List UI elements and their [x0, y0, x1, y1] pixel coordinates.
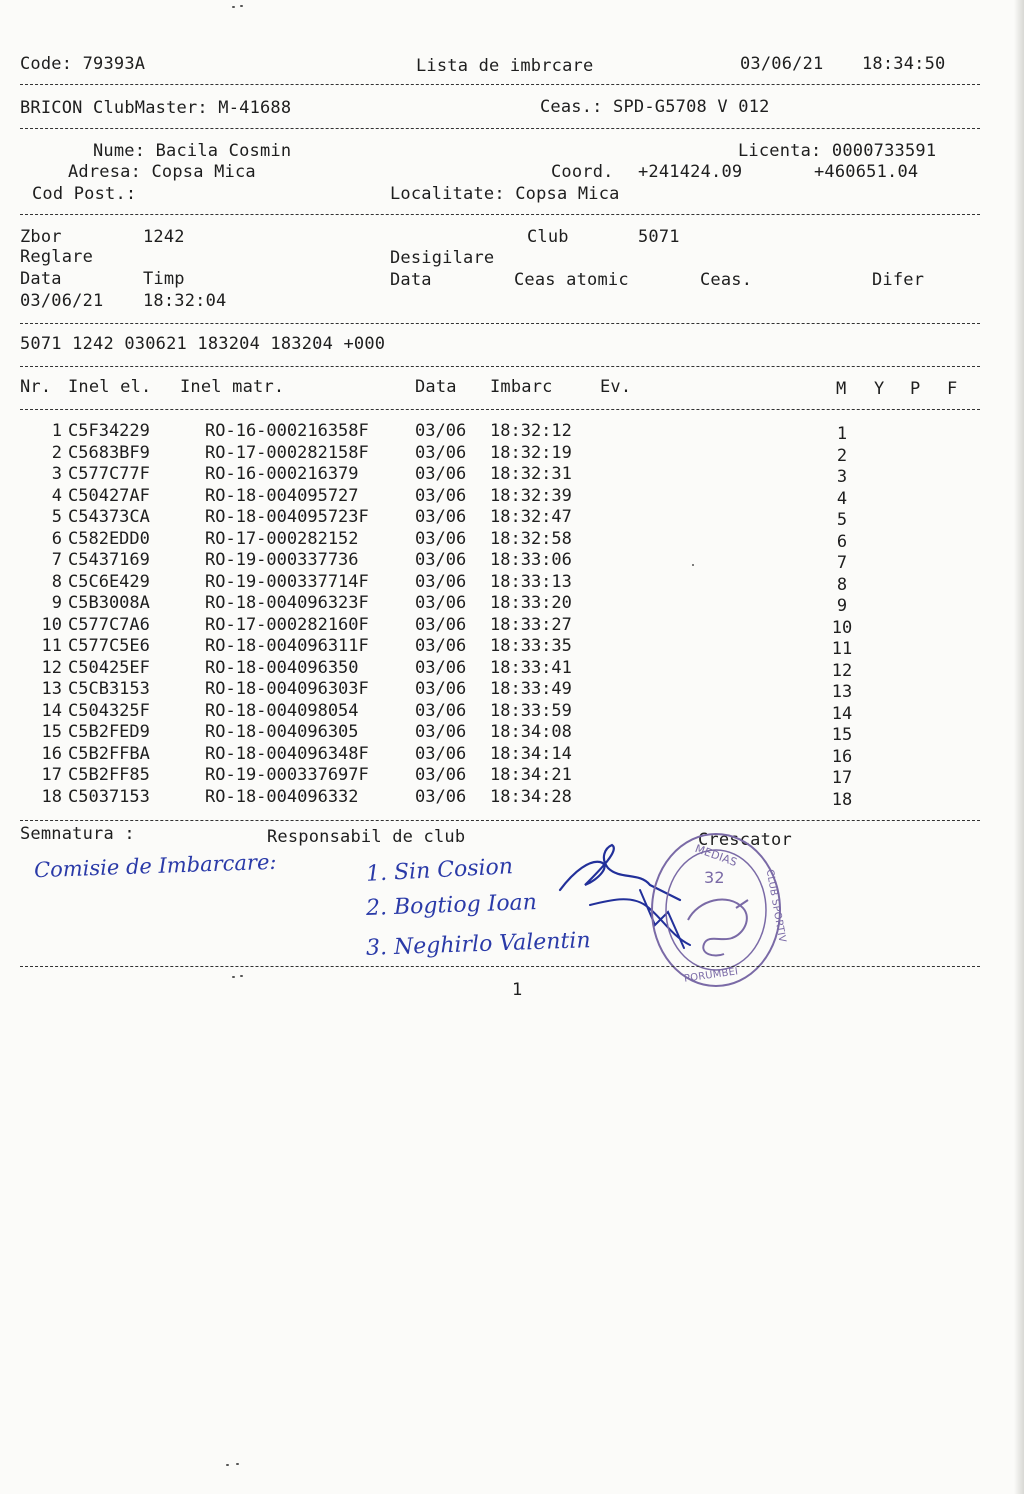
cell-ring-number: RO-17-000282160F — [205, 614, 369, 635]
cell-nr: 9 — [51, 593, 62, 613]
cell-boarding-time: 18:32:19 — [490, 442, 572, 463]
cell-nr: 13 — [41, 679, 62, 699]
cell-m: 15 — [831, 725, 853, 745]
cell-nr: 2 — [51, 442, 62, 463]
cell-electronic-ring: C577C77F — [68, 464, 150, 484]
club-responsible-label: Responsabil de club — [267, 827, 466, 847]
header-p: P — [910, 379, 921, 399]
cell-electronic-ring: C5C6E429 — [68, 571, 150, 592]
cell-date: 03/06 — [415, 743, 467, 764]
scan-speck — [692, 564, 694, 566]
cell-date: 03/06 — [415, 679, 467, 699]
cell-date: 03/06 — [415, 550, 467, 570]
cell-boarding-time: 18:33:35 — [490, 636, 572, 656]
owner-locality: Localitate: Copsa Mica — [390, 184, 620, 204]
header-y: Y — [874, 379, 885, 399]
setting-label: Reglare — [20, 247, 94, 267]
cell-date: 03/06 — [415, 507, 467, 527]
time-label: Timp — [143, 269, 185, 289]
cell-date: 03/06 — [415, 786, 467, 807]
clock-label: Ceas. — [700, 270, 753, 290]
cell-m: 6 — [836, 531, 848, 552]
cell-nr: 6 — [51, 528, 62, 549]
header-date: Data — [415, 377, 457, 397]
cell-nr: 10 — [41, 614, 62, 635]
unsealing-label: Desigilare — [390, 248, 495, 268]
cell-m: 1 — [836, 424, 848, 444]
cell-date: 03/06 — [415, 593, 467, 613]
cell-date: 03/06 — [415, 464, 467, 484]
scan-speck — [232, 976, 235, 978]
cell-ring-number: RO-18-004095723F — [205, 507, 369, 527]
handwritten-member-1: 1. Sin Cosion — [365, 854, 514, 887]
header-nr: Nr. — [20, 377, 52, 397]
cell-nr: 12 — [41, 657, 62, 678]
cell-electronic-ring: C5B2FF85 — [68, 765, 150, 785]
cell-date: 03/06 — [415, 421, 467, 441]
cell-electronic-ring: C5037153 — [68, 786, 150, 807]
cell-boarding-time: 18:32:31 — [490, 464, 572, 484]
cell-m: 2 — [836, 445, 848, 466]
cell-ring-number: RO-18-004096303F — [205, 679, 369, 699]
clock-id: Ceas.: SPD-G5708 V 012 — [540, 97, 770, 117]
scan-speck — [236, 1463, 239, 1465]
coord-latitude: +241424.09 — [638, 162, 743, 182]
print-time: 18:34:50 — [862, 54, 946, 74]
coord-label: Coord. — [551, 162, 614, 182]
clubmaster-id: BRICON ClubMaster: M-41688 — [20, 98, 292, 118]
stamp-text-right: CLUB SPORTIV — [763, 868, 788, 944]
date-label: Data — [20, 269, 62, 289]
cell-ring-number: RO-16-000216379 — [205, 464, 359, 484]
stamp-text-top: MEDIAS — [693, 841, 739, 870]
flight-number: 1242 — [143, 227, 185, 247]
cell-electronic-ring: C50427AF — [68, 485, 150, 506]
cell-ring-number: RO-18-004096332 — [205, 786, 359, 807]
cell-ring-number: RO-18-004096323F — [205, 593, 369, 613]
cell-m: 5 — [836, 510, 848, 530]
divider — [20, 966, 980, 967]
cell-date: 03/06 — [415, 722, 467, 742]
cell-electronic-ring: C577C7A6 — [68, 614, 150, 635]
cell-ring-number: RO-17-000282152 — [205, 528, 359, 549]
cell-m: 13 — [831, 682, 853, 702]
flight-label: Zbor — [20, 227, 62, 247]
stamp-number: 32 — [704, 868, 725, 887]
header-ring-number: Inel matr. — [180, 377, 285, 397]
cell-nr: 16 — [41, 743, 62, 764]
cell-ring-number: RO-16-000216358F — [205, 421, 369, 441]
cell-m: 8 — [836, 574, 848, 595]
scan-speck — [240, 975, 243, 977]
cell-ring-number: RO-19-000337697F — [205, 765, 369, 785]
cell-m: 16 — [831, 746, 853, 767]
cell-date: 03/06 — [415, 657, 467, 678]
cell-boarding-time: 18:32:12 — [490, 421, 572, 441]
cell-ring-number: RO-18-004096305 — [205, 722, 359, 742]
cell-date: 03/06 — [415, 442, 467, 463]
cell-ring-number: RO-19-000337736 — [205, 550, 359, 570]
cell-electronic-ring: C582EDD0 — [68, 528, 150, 549]
scan-edge-shadow — [1014, 0, 1024, 1494]
cell-ring-number: RO-17-000282158F — [205, 442, 369, 463]
cell-date: 03/06 — [415, 485, 467, 506]
cell-m: 3 — [836, 467, 848, 487]
stamp-text-bottom: PORUMBEI — [683, 966, 739, 985]
cell-boarding-time: 18:34:14 — [490, 743, 572, 764]
cell-m: 17 — [831, 768, 853, 788]
cell-ring-number: RO-18-004095727 — [205, 485, 359, 506]
cell-m: 14 — [831, 703, 853, 724]
cell-ring-number: RO-19-000337714F — [205, 571, 369, 592]
page-number: 1 — [512, 980, 523, 1000]
postal-code: Cod Post.: — [32, 184, 137, 204]
atomic-clock-label: Ceas atomic — [514, 270, 629, 290]
signature-label: Semnatura : — [20, 824, 135, 844]
cell-date: 03/06 — [415, 614, 467, 635]
scan-speck — [232, 6, 235, 8]
difference-label: Difer — [872, 270, 925, 290]
handwritten-member-3: 3. Neghirlo Valentin — [365, 928, 591, 961]
owner-address: Adresa: Copsa Mica — [68, 162, 256, 182]
cell-electronic-ring: C5CB3153 — [68, 679, 150, 699]
cell-electronic-ring: C5B2FED9 — [68, 722, 150, 742]
cell-nr: 8 — [51, 571, 62, 592]
club-label: Club — [527, 227, 569, 247]
cell-date: 03/06 — [415, 571, 467, 592]
cell-electronic-ring: C50425EF — [68, 657, 150, 678]
scan-speck — [226, 1464, 229, 1466]
cell-nr: 14 — [41, 700, 62, 721]
flight-code-line: 5071 1242 030621 183204 183204 +000 — [20, 334, 386, 354]
cell-nr: 5 — [51, 507, 62, 527]
unsealing-date-label: Data — [390, 270, 432, 290]
cell-boarding-time: 18:34:08 — [490, 722, 572, 742]
cell-boarding-time: 18:34:21 — [490, 765, 572, 785]
scan-speck — [240, 5, 243, 7]
handwritten-member-2: 2. Bogtiog Ioan — [365, 890, 538, 921]
owner-license: Licenta: 0000733591 — [738, 141, 937, 161]
owner-name: Nume: Bacila Cosmin — [93, 141, 292, 161]
cell-m: 7 — [836, 553, 848, 573]
cell-boarding-time: 18:33:59 — [490, 700, 572, 721]
header-electronic-ring: Inel el. — [68, 377, 152, 397]
header-m: M — [836, 379, 847, 399]
cell-date: 03/06 — [415, 528, 467, 549]
cell-boarding-time: 18:33:13 — [490, 571, 572, 592]
cell-electronic-ring: C504325F — [68, 700, 150, 721]
cell-ring-number: RO-18-004096350 — [205, 657, 359, 678]
cell-boarding-time: 18:32:58 — [490, 528, 572, 549]
cell-nr: 17 — [41, 765, 62, 785]
cell-nr: 18 — [41, 786, 62, 807]
cell-m: 11 — [831, 639, 853, 659]
cell-electronic-ring: C54373CA — [68, 507, 150, 527]
cell-boarding-time: 18:34:28 — [490, 786, 572, 807]
cell-electronic-ring: C5B2FFBA — [68, 743, 150, 764]
header-f: F — [947, 379, 958, 399]
cell-nr: 15 — [41, 722, 62, 742]
cell-electronic-ring: C577C5E6 — [68, 636, 150, 656]
cell-m: 9 — [836, 596, 848, 616]
cell-boarding-time: 18:33:06 — [490, 550, 572, 570]
handwritten-commission: Comisie de Imbarcare: — [33, 849, 277, 883]
document-code: Code: 79393A — [20, 54, 146, 74]
header-ev: Ev. — [600, 377, 632, 397]
breeder-label: Crescator — [698, 830, 792, 850]
cell-nr: 7 — [51, 550, 62, 570]
cell-date: 03/06 — [415, 700, 467, 721]
setting-time: 18:32:04 — [143, 291, 227, 311]
cell-ring-number: RO-18-004096348F — [205, 743, 369, 764]
cell-electronic-ring: C5683BF9 — [68, 442, 150, 463]
club-number: 5071 — [638, 227, 680, 247]
cell-m: 10 — [831, 617, 853, 638]
cell-nr: 11 — [41, 636, 62, 656]
cell-ring-number: RO-18-004098054 — [205, 700, 359, 721]
setting-date: 03/06/21 — [20, 291, 104, 311]
cell-electronic-ring: C5B3008A — [68, 593, 150, 613]
cell-electronic-ring: C5437169 — [68, 550, 150, 570]
cell-boarding-time: 18:33:41 — [490, 657, 572, 678]
cell-ring-number: RO-18-004096311F — [205, 636, 369, 656]
cell-boarding-time: 18:33:49 — [490, 679, 572, 699]
header-boarding: Imbarc — [490, 377, 553, 397]
cell-boarding-time: 18:33:20 — [490, 593, 572, 613]
cell-nr: 1 — [51, 421, 62, 441]
cell-m: 18 — [831, 789, 853, 810]
print-date: 03/06/21 — [740, 54, 824, 74]
cell-boarding-time: 18:32:39 — [490, 485, 572, 506]
cell-electronic-ring: C5F34229 — [68, 421, 150, 441]
cell-nr: 4 — [51, 485, 62, 506]
coord-longitude: +460651.04 — [814, 162, 919, 182]
cell-boarding-time: 18:33:27 — [490, 614, 572, 635]
cell-date: 03/06 — [415, 636, 467, 656]
document-title: Lista de imbrcare — [416, 56, 594, 76]
cell-date: 03/06 — [415, 765, 467, 785]
cell-nr: 3 — [51, 464, 62, 484]
cell-boarding-time: 18:32:47 — [490, 507, 572, 527]
cell-m: 12 — [831, 660, 853, 681]
cell-m: 4 — [836, 488, 848, 509]
